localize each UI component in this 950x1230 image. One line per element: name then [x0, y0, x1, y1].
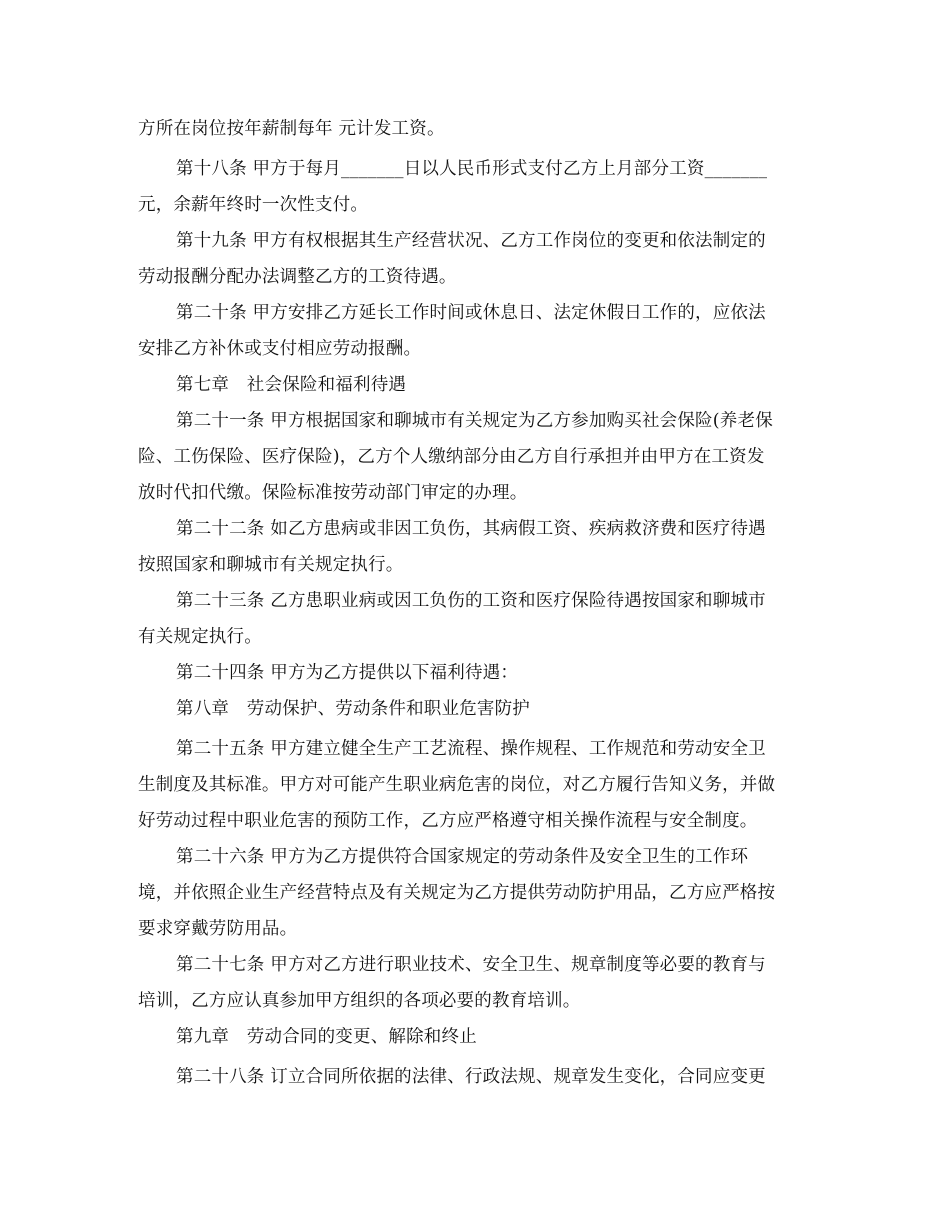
text-line: 境，并依照企业生产经营特点及有关规定为乙方提供劳动防护用品，乙方应严格按 [138, 883, 776, 903]
chapter-heading: 第九章 劳动合同的变更、解除和终止 [176, 1027, 477, 1047]
text-line: 劳动报酬分配办法调整乙方的工资待遇。 [138, 267, 457, 287]
text-line: 第十八条 甲方于每月_______日以人民币形式支付乙方上月部分工资_______ [176, 159, 768, 179]
text-line: 放时代扣代缴。保险标准按劳动部门审定的办理。 [138, 483, 528, 503]
chapter-heading: 第八章 劳动保护、劳动条件和职业危害防护 [176, 699, 530, 719]
text-line: 有关规定执行。 [138, 627, 262, 647]
text-line: 第二十三条 乙方患职业病或因工负伤的工资和医疗保险待遇按国家和聊城市 [176, 591, 766, 611]
text-line: 第二十六条 甲方为乙方提供符合国家规定的劳动条件及安全卫生的工作环 [176, 847, 749, 867]
text-line: 元，余薪年终时一次性支付。 [138, 195, 369, 215]
text-line: 第十九条 甲方有权根据其生产经营状况、乙方工作岗位的变更和依法制定的 [176, 231, 766, 251]
text-line: 第二十五条 甲方建立健全生产工艺流程、操作规程、工作规范和劳动安全卫 [176, 739, 766, 759]
text-line: 第二十四条 甲方为乙方提供以下福利待遇： [176, 663, 519, 683]
text-line: 要求穿戴劳防用品。 [138, 919, 298, 939]
text-line: 培训，乙方应认真参加甲方组织的各项必要的教育培训。 [138, 991, 581, 1011]
chapter-heading: 第七章 社会保险和福利待遇 [176, 375, 407, 395]
text-line: 按照国家和聊城市有关规定执行。 [138, 555, 404, 575]
text-line: 安排乙方补休或支付相应劳动报酬。 [138, 339, 422, 359]
text-line: 方所在岗位按年薪制每年 元计发工资。 [138, 119, 445, 139]
text-line: 生制度及其标准。甲方对可能产生职业病危害的岗位，对乙方履行告知义务，并做 [138, 775, 776, 795]
text-line: 第二十条 甲方安排乙方延长工作时间或休息日、法定休假日工作的，应依法 [176, 303, 766, 323]
text-line: 险、工伤保险、医疗保险)，乙方个人缴纳部分由乙方自行承担并由甲方在工资发 [138, 447, 765, 467]
text-line: 第二十一条 甲方根据国家和聊城市有关规定为乙方参加购买社会保险(养老保 [176, 411, 773, 431]
text-line: 第二十八条 订立合同所依据的法律、行政法规、规章发生变化，合同应变更 [176, 1067, 766, 1087]
text-line: 好劳动过程中职业危害的预防工作，乙方应严格遵守相关操作流程与安全制度。 [138, 811, 758, 831]
text-line: 第二十二条 如乙方患病或非因工负伤，其病假工资、疾病救济费和医疗待遇 [176, 519, 766, 539]
text-line: 第二十七条 甲方对乙方进行职业技术、安全卫生、规章制度等必要的教育与 [176, 955, 766, 975]
